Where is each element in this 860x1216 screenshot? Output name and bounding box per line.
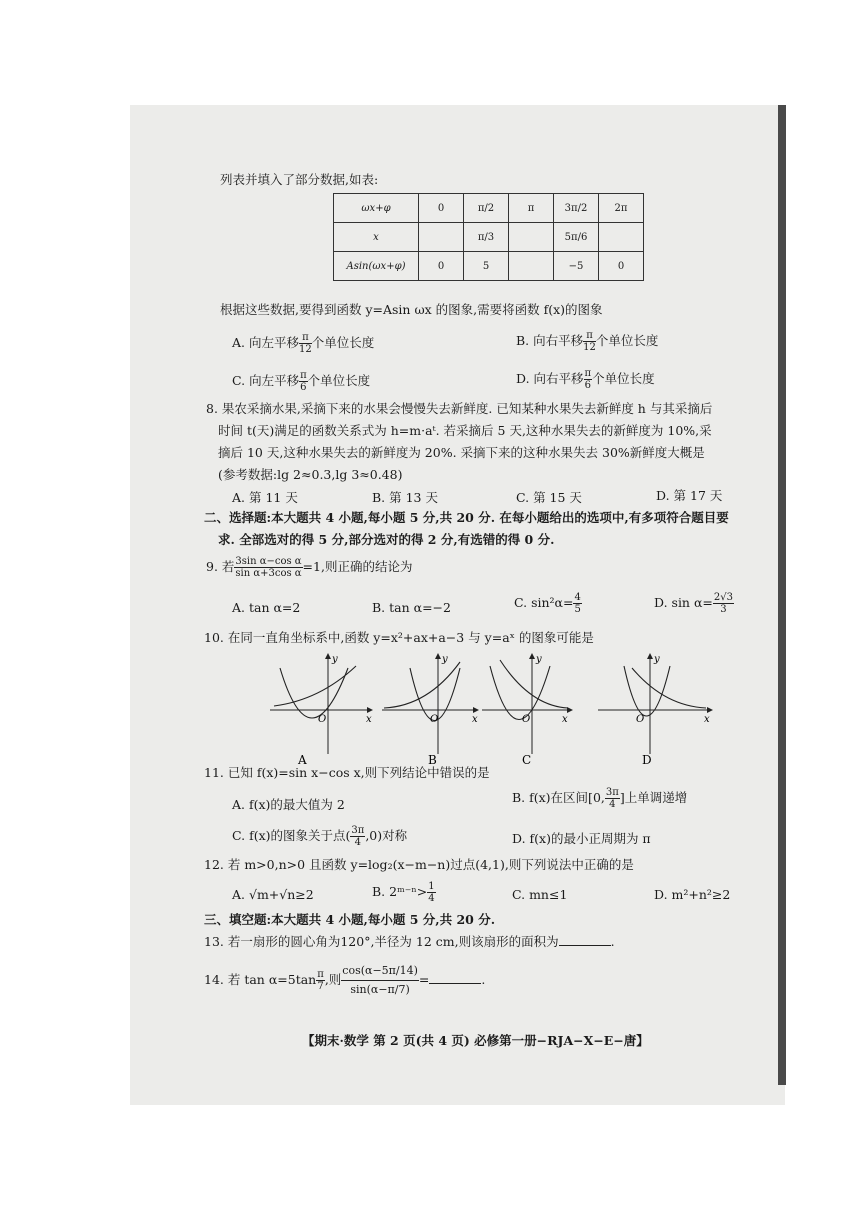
denominator: 3 — [720, 604, 727, 615]
q9-option-a: A. tan α=2 — [232, 600, 301, 615]
parabola — [410, 668, 460, 721]
table-cell: π — [509, 194, 554, 223]
q8-option-a: A. 第 11 天 — [232, 490, 298, 505]
q7-stem: 根据这些数据,要得到函数 y=Asin ωx 的图象,需要将函数 f(x)的图象 — [220, 302, 603, 317]
numerator: cos(α−5π/14) — [341, 962, 419, 981]
denominator: 6 — [584, 380, 591, 391]
table-cell: 0 — [419, 252, 464, 281]
table-cell: 0 — [419, 194, 464, 223]
option-text: D. sin α= — [654, 595, 713, 610]
denominator: 7 — [317, 981, 324, 992]
denominator: 4 — [354, 837, 362, 848]
q7-option-d — [516, 368, 655, 391]
section-2-heading: 求. 全部选对的得 5 分,部分选对的得 2 分,有选错的得 0 分. — [218, 532, 555, 547]
stem-text: =1,则正确的结论为 — [302, 559, 413, 574]
table-cell: 2π — [599, 194, 644, 223]
q12-option-b — [372, 881, 436, 904]
numerator: π — [317, 969, 324, 980]
denominator: sin α+3cos α — [235, 568, 302, 579]
fraction — [299, 370, 308, 393]
option-text: ]上单调递增 — [619, 790, 688, 805]
y-axis-label: y — [442, 654, 448, 665]
origin-label: O — [522, 714, 531, 725]
section-2-heading: 二、选择题:本大题共 4 小题,每小题 5 分,共 20 分. 在每小题给出的选项中,有多项符合题目要 — [204, 510, 729, 525]
q12-option-c: C. mn≤1 — [512, 887, 568, 902]
fraction — [583, 330, 596, 353]
q14-stem — [204, 962, 485, 999]
value-table — [333, 193, 644, 281]
option-text: D. 向右平移 — [516, 371, 584, 386]
denominator: 12 — [298, 344, 312, 355]
denominator: 5 — [574, 604, 581, 615]
q12-stem: 12. 若 m>0,n>0 且函数 y=log₂(x−m−n)过点(4,1),则下列说法中正确的是 — [204, 857, 634, 872]
denominator: 4 — [428, 893, 435, 904]
table-row — [334, 252, 644, 281]
fraction — [341, 962, 419, 999]
table-cell: 5π/6 — [554, 223, 599, 252]
fraction — [605, 787, 620, 810]
q9-option-c — [514, 592, 582, 615]
stem-text: 14. 若 tan α=5tan — [204, 972, 317, 987]
q12-option-d: D. m²+n²≥2 — [654, 887, 731, 902]
graph-a — [270, 654, 372, 767]
option-text: C. sin²α= — [514, 595, 574, 610]
table-cell: Asin(ωx+φ) — [334, 252, 419, 281]
table-row — [334, 194, 644, 223]
origin-label: O — [430, 714, 439, 725]
option-text: C. 向左平移 — [232, 373, 300, 388]
option-text: 个单位长度 — [307, 373, 371, 388]
q11-option-b — [512, 787, 687, 810]
numerator: π — [299, 332, 312, 344]
q8-reference: (参考数据:lg 2≈0.3,lg 3≈0.48) — [218, 467, 403, 482]
numerator: π — [300, 370, 307, 381]
q9-option-d — [654, 592, 734, 615]
q13-stem — [204, 934, 615, 950]
q8-option-b: B. 第 13 天 — [372, 490, 438, 505]
numerator: π — [583, 330, 596, 342]
graph-label: D — [642, 753, 652, 767]
q8-option-c: C. 第 15 天 — [516, 490, 582, 505]
table-cell — [599, 223, 644, 252]
numerator: 3π — [605, 787, 619, 798]
denominator: sin(α−π/7) — [350, 983, 410, 996]
table-cell: ωx+φ — [334, 194, 419, 223]
parabola — [624, 666, 670, 716]
fraction — [316, 969, 325, 992]
q8-line: 时间 t(天)满足的函数关系式为 h=m·aᵗ. 若采摘后 5 天,这种水果失去的新鲜度为 10%,采 — [218, 423, 712, 438]
q7-option-b — [516, 330, 658, 353]
table-cell: x — [334, 223, 419, 252]
stem-text: . — [481, 972, 486, 987]
fraction — [713, 592, 734, 615]
option-text: 个单位长度 — [592, 371, 655, 386]
x-axis-label: x — [366, 714, 372, 725]
x-axis-label: x — [562, 714, 568, 725]
table-intro: 列表并填入了部分数据,如表: — [220, 172, 379, 187]
table-cell: π/2 — [464, 194, 509, 223]
q9-stem — [206, 556, 412, 579]
q11-option-c — [232, 825, 407, 848]
table-cell: 0 — [599, 252, 644, 281]
exponential-curve — [632, 668, 706, 708]
stem-text: ,则 — [324, 972, 342, 987]
table-row — [334, 223, 644, 252]
y-axis-label: y — [332, 654, 338, 665]
fraction — [350, 825, 365, 848]
y-axis-label: y — [536, 654, 542, 665]
option-text: B. 2ᵐ⁻ⁿ> — [372, 884, 428, 899]
numerator: 3sin α−cos α — [235, 556, 302, 567]
scan-edge-shadow — [778, 105, 786, 1085]
option-text: 个单位长度 — [595, 333, 659, 348]
x-axis-label: x — [472, 714, 478, 725]
table-cell — [509, 252, 554, 281]
table-cell — [509, 223, 554, 252]
stem-text: = — [418, 972, 430, 987]
option-text: ,0)对称 — [365, 828, 408, 843]
q12-option-a: A. √m+√n≥2 — [232, 887, 314, 902]
option-text: B. f(x)在区间[0, — [512, 790, 605, 805]
option-text: C. f(x)的图象关于点( — [232, 828, 351, 843]
answer-blank[interactable] — [559, 945, 611, 946]
option-text: 个单位长度 — [311, 335, 375, 350]
fraction — [573, 592, 581, 615]
page-footer: 【期末·数学 第 2 页(共 4 页) 必修第一册−RJA−X−E−唐】 — [302, 1033, 649, 1048]
q10-stem: 10. 在同一直角坐标系中,函数 y=x²+ax+a−3 与 y=aˣ 的图象可能是 — [204, 630, 594, 645]
numerator: 3π — [351, 825, 365, 836]
q8-option-d: D. 第 17 天 — [656, 488, 723, 503]
q8-line: 摘后 10 天,这种水果失去的新鲜度为 20%. 采摘下来的这种水果失去 30%新鲜度大概是 — [218, 445, 705, 460]
fraction — [427, 881, 435, 904]
graph-label: C — [522, 753, 532, 767]
q7-option-c — [232, 370, 370, 393]
stem-text: . — [610, 934, 615, 949]
fraction — [584, 368, 593, 391]
graph-d — [598, 654, 712, 767]
table-cell: 5 — [464, 252, 509, 281]
x-axis-label: x — [704, 714, 710, 725]
denominator: 4 — [609, 799, 616, 810]
option-text: A. 向左平移 — [232, 335, 299, 350]
exponential-curve — [500, 660, 568, 708]
graph-label: B — [428, 753, 437, 767]
numerator: 1 — [428, 881, 435, 892]
q11-stem: 11. 已知 f(x)=sin x−cos x,则下列结论中错误的是 — [204, 765, 490, 780]
parabola — [490, 666, 550, 720]
denominator: 6 — [300, 382, 307, 393]
exponential-curve — [384, 662, 460, 708]
stem-text: 13. 若一扇形的圆心角为120°,半径为 12 cm,则该扇形的面积为 — [204, 934, 559, 949]
origin-label: O — [636, 714, 645, 725]
q11-option-a: A. f(x)的最大值为 2 — [232, 797, 345, 812]
graph-b — [382, 654, 478, 767]
section-3-heading: 三、填空题:本大题共 4 小题,每小题 5 分,共 20 分. — [204, 912, 496, 927]
origin-label: O — [318, 714, 327, 725]
numerator: 2√3 — [713, 592, 733, 603]
table-cell: −5 — [554, 252, 599, 281]
q10-graphs — [260, 648, 720, 770]
q11-option-d: D. f(x)的最小正周期为 π — [512, 831, 651, 846]
q9-option-b: B. tan α=−2 — [372, 600, 451, 615]
fraction — [299, 332, 312, 355]
answer-blank[interactable] — [429, 983, 481, 984]
table-cell — [419, 223, 464, 252]
q8-line: 8. 果农采摘水果,采摘下来的水果会慢慢失去新鲜度. 已知某种水果失去新鲜度 h 与其采摘后 — [206, 401, 713, 416]
option-text: B. 向右平移 — [516, 333, 584, 348]
graph-label: A — [298, 753, 307, 767]
table-cell: π/3 — [464, 223, 509, 252]
numerator: π — [584, 368, 592, 379]
y-axis-label: y — [654, 654, 660, 665]
stem-text: 9. 若 — [206, 559, 235, 574]
q7-option-a — [232, 332, 374, 355]
graph-c — [482, 654, 572, 767]
fraction — [234, 556, 302, 579]
numerator: 4 — [574, 592, 581, 603]
table-cell: 3π/2 — [554, 194, 599, 223]
denominator: 12 — [583, 342, 596, 353]
